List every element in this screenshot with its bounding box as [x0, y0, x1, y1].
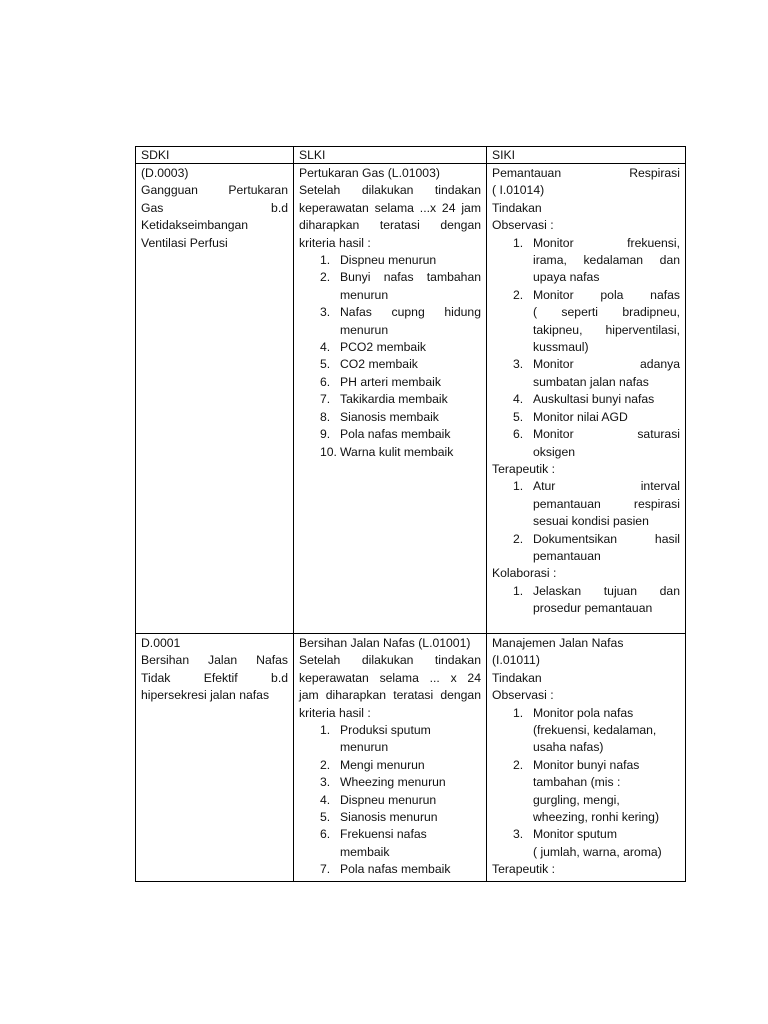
- list-item: [299, 426, 481, 443]
- outcome-title: Bersihan Jalan Nafas (L.01001): [299, 636, 471, 650]
- list-item: [299, 826, 481, 861]
- list-number: 7.: [320, 392, 331, 407]
- list-item: [299, 809, 481, 826]
- list-item: [492, 356, 680, 391]
- list-number: 1.: [513, 235, 524, 250]
- list-item: [299, 757, 481, 774]
- list-number: 7.: [320, 862, 331, 877]
- list-item: [492, 235, 680, 287]
- siki-cell: [487, 164, 686, 634]
- list-number: 5.: [513, 409, 524, 424]
- list-number: 3.: [513, 357, 524, 372]
- list-number: 6.: [513, 427, 524, 442]
- list-item-text: gurgling, mengi,: [533, 792, 620, 807]
- section-label-observasi: Observasi :: [492, 688, 554, 703]
- list-item: [299, 409, 481, 426]
- list-number: 4.: [513, 392, 524, 407]
- section-label-terapeutik: Terapeutik :: [492, 461, 556, 476]
- list-item-text: (frekuensi, kedalaman,: [533, 723, 657, 738]
- diagnosis-text: Gas b.d: [141, 200, 288, 215]
- list-item-text: pemantauan: [533, 548, 601, 563]
- list-number: 8.: [320, 409, 331, 424]
- list-number: 2.: [513, 531, 524, 546]
- list-item: [299, 722, 481, 757]
- list-item-text: kussmaul): [533, 340, 589, 355]
- list-item: [492, 478, 680, 530]
- list-number: 6.: [320, 827, 331, 842]
- list-item: [492, 391, 680, 408]
- list-item-text: CO2 membaik: [340, 357, 418, 372]
- slki-cell: [294, 164, 487, 634]
- table-header-row: [136, 147, 686, 164]
- section-label-observasi: Observasi :: [492, 218, 554, 233]
- list-item-text: PH arteri membaik: [340, 374, 441, 389]
- outcome-title: Pertukaran Gas (L.01003): [299, 166, 440, 180]
- list-item-text: Sianosis membaik: [340, 409, 439, 424]
- list-item-text: tambahan (mis :: [533, 775, 621, 790]
- list-number: 5.: [320, 810, 331, 825]
- slki-cell: [294, 634, 487, 882]
- list-item: [299, 269, 481, 304]
- list-item-text: membaik: [340, 844, 390, 859]
- list-number: 3.: [320, 775, 331, 790]
- siki-cell: [487, 634, 686, 882]
- observasi-list: [492, 235, 680, 461]
- list-number: 1.: [320, 723, 331, 738]
- observasi-list: [492, 705, 680, 862]
- list-item-text: Jelaskan tujuan dan: [533, 583, 680, 598]
- outcome-intro: jam diharapkan teratasi dengan: [299, 688, 481, 703]
- list-item-text: Mengi menurun: [340, 757, 425, 772]
- header-siki: SIKI: [487, 147, 686, 164]
- list-item-text: Monitor nilai AGD: [533, 409, 628, 424]
- table-row: [136, 634, 686, 882]
- diagnosis-text: Gangguan Pertukaran: [141, 183, 288, 198]
- list-number: 5.: [320, 357, 331, 372]
- list-item: [299, 444, 481, 461]
- diagnosis-text: Ventilasi Perfusi: [141, 235, 228, 250]
- outcome-intro: Setelah dilakukan tindakan: [299, 183, 481, 198]
- sdki-cell: [136, 634, 294, 882]
- list-item-text: ( jumlah, warna, aroma): [533, 844, 662, 859]
- list-item-text: Takikardia membaik: [340, 392, 448, 407]
- outcome-intro: keperawatan selama ... x 24: [299, 670, 481, 685]
- list-item: [299, 252, 481, 269]
- list-item-text: Monitor bunyi nafas: [533, 757, 640, 772]
- sdki-cell: [136, 164, 294, 634]
- list-number: 1.: [513, 583, 524, 598]
- section-label-terapeutik: Terapeutik :: [492, 862, 556, 877]
- list-number: 4.: [320, 340, 331, 355]
- outcome-intro: kriteria hasil :: [299, 235, 371, 250]
- list-item-text: pemantauan respirasi: [533, 496, 680, 511]
- list-item: [492, 409, 680, 426]
- list-item-text: Dokumentsikan hasil: [533, 531, 680, 546]
- tindakan-label: Tindakan: [492, 200, 542, 215]
- list-item-text: sumbatan jalan nafas: [533, 374, 649, 389]
- list-item-text: Atur interval: [533, 479, 680, 494]
- list-item: [299, 339, 481, 356]
- list-item-text: Auskultasi bunyi nafas: [533, 392, 655, 407]
- list-item: [492, 426, 680, 461]
- outcome-intro: keperawatan selama ...x 24 jam: [299, 200, 481, 215]
- intervention-title: (I.01011): [492, 653, 540, 668]
- diagnosis-text: Bersihan Jalan Nafas: [141, 653, 288, 668]
- list-item: [492, 826, 680, 861]
- list-item: [492, 757, 680, 827]
- list-item-text: Pola nafas membaik: [340, 427, 451, 442]
- list-number: 2.: [320, 757, 331, 772]
- list-number: 2.: [513, 287, 524, 302]
- list-item-text: Dispneu menurun: [340, 253, 437, 268]
- list-item: [492, 583, 680, 618]
- intervention-title: ( I.01014): [492, 183, 545, 198]
- outcome-criteria-list: [299, 722, 481, 879]
- list-item-text: Nafas cupng hidung: [340, 305, 481, 320]
- list-number: 2.: [320, 270, 331, 285]
- table-row: [136, 164, 686, 634]
- list-item-text: oksigen: [533, 444, 576, 459]
- diagnosis-text: hipersekresi jalan nafas: [141, 688, 270, 703]
- diagnosis-code: (D.0003): [141, 166, 189, 180]
- list-number: 1.: [513, 705, 524, 720]
- list-item-text: Dispneu menurun: [340, 792, 437, 807]
- list-item-text: Monitor pola nafas: [533, 705, 634, 720]
- section-label-kolaborasi: Kolaborasi :: [492, 566, 557, 581]
- list-item: [299, 774, 481, 791]
- list-item: [492, 705, 680, 757]
- kolaborasi-list: [492, 583, 680, 618]
- list-item-text: Warna kulit membaik: [340, 444, 454, 459]
- list-item-text: Wheezing menurun: [340, 775, 446, 790]
- list-item-text: Monitor sputum: [533, 827, 617, 842]
- tindakan-label: Tindakan: [492, 670, 542, 685]
- header-slki: SLKI: [294, 147, 487, 164]
- list-item: [299, 356, 481, 373]
- list-item: [299, 304, 481, 339]
- list-item-text: Bunyi nafas tambahan: [340, 270, 481, 285]
- outcome-intro: diharapkan teratasi dengan: [299, 218, 481, 233]
- list-item-text: Sianosis menurun: [340, 810, 438, 825]
- diagnosis-text: Tidak Efektif b.d: [141, 670, 288, 685]
- list-item-text: irama, kedalaman dan: [533, 253, 680, 268]
- list-item-text: usaha nafas): [533, 740, 604, 755]
- list-item: [299, 792, 481, 809]
- outcome-criteria-list: [299, 252, 481, 461]
- list-item: [492, 287, 680, 357]
- diagnosis-code: D.0001: [141, 636, 181, 650]
- header-sdki: SDKI: [136, 147, 294, 164]
- list-item-text: Monitor saturasi: [533, 427, 680, 442]
- list-item-text: Monitor adanya: [533, 357, 680, 372]
- list-item-text: Monitor frekuensi,: [533, 235, 680, 250]
- list-number: 9.: [320, 427, 331, 442]
- list-item-text: upaya nafas: [533, 270, 600, 285]
- list-item-text: Produksi sputum: [340, 723, 431, 738]
- list-number: 4.: [320, 792, 331, 807]
- outcome-intro: kriteria hasil :: [299, 705, 371, 720]
- list-item-text: takipneu, hiperventilasi,: [533, 322, 680, 337]
- list-item-text: PCO2 membaik: [340, 340, 427, 355]
- list-item-text: Pola nafas membaik: [340, 862, 451, 877]
- list-item: [299, 861, 481, 878]
- list-number: 3.: [320, 305, 331, 320]
- list-item-text: sesuai kondisi pasien: [533, 514, 649, 529]
- list-item: [299, 374, 481, 391]
- list-number: 3.: [513, 827, 524, 842]
- list-item-text: menurun: [340, 322, 389, 337]
- diagnosis-text: Ketidakseimbangan: [141, 218, 249, 233]
- intervention-title: Manajemen Jalan Nafas: [492, 636, 624, 650]
- list-number: 6.: [320, 374, 331, 389]
- list-item-text: ( seperti bradipneu,: [533, 305, 680, 320]
- list-number: 1.: [513, 479, 524, 494]
- nursing-care-table: [135, 146, 686, 882]
- terapeutik-list: [492, 478, 680, 565]
- list-number: 1.: [320, 253, 331, 268]
- list-item-text: Frekuensi nafas: [340, 827, 427, 842]
- list-number: 2.: [513, 757, 524, 772]
- list-item-text: Monitor pola nafas: [533, 287, 680, 302]
- list-item-text: menurun: [340, 287, 389, 302]
- list-item: [299, 391, 481, 408]
- outcome-intro: Setelah dilakukan tindakan: [299, 653, 481, 668]
- list-item: [492, 531, 680, 566]
- intervention-title: Pemantauan Respirasi: [492, 166, 680, 180]
- list-number: 10.: [320, 444, 337, 459]
- list-item-text: prosedur pemantauan: [533, 601, 653, 616]
- list-item-text: menurun: [340, 740, 389, 755]
- list-item-text: wheezing, ronhi kering): [533, 810, 660, 825]
